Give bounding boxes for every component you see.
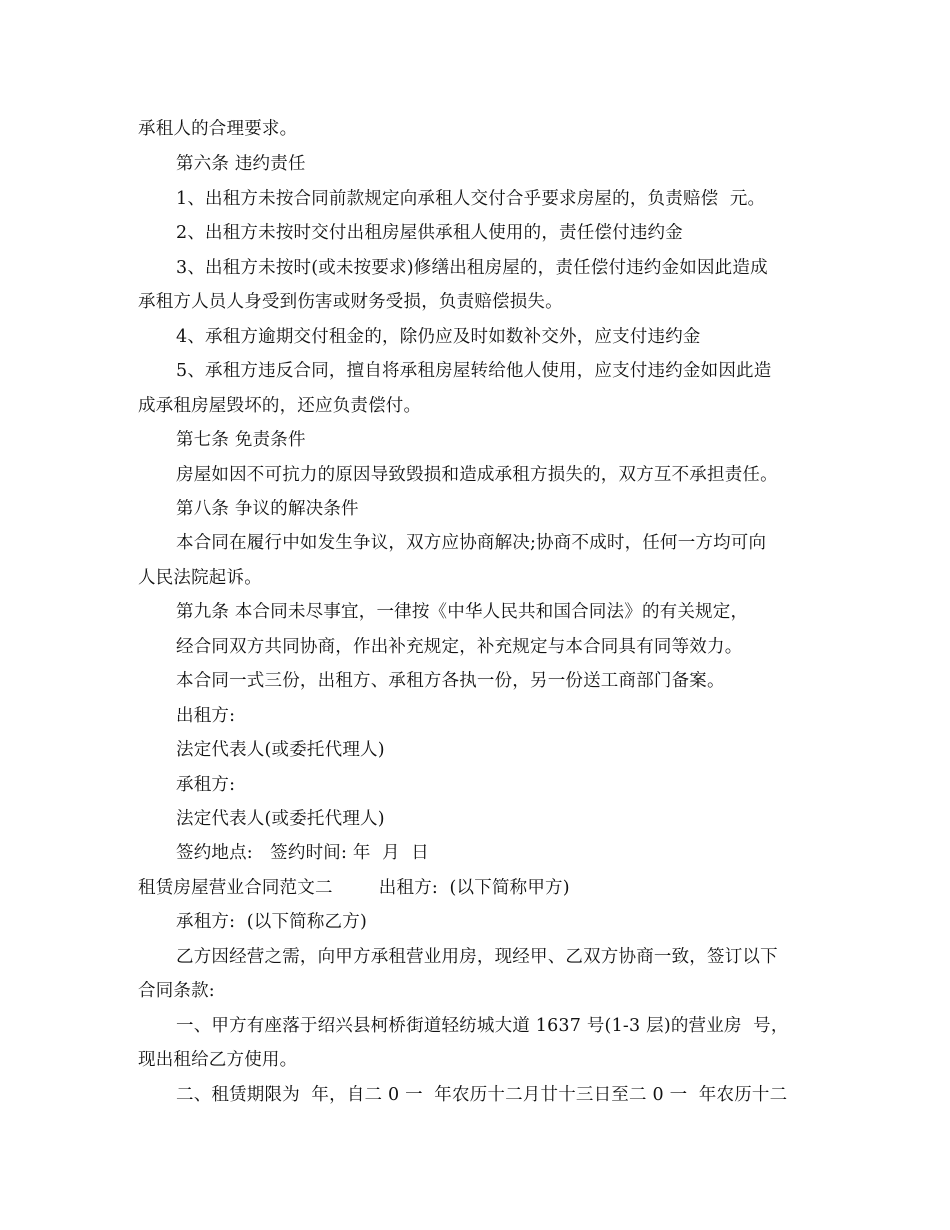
text-line: 乙方因经营之需，向甲方承租营业用房，现经甲、乙双方协商一致，签订以下	[176, 947, 778, 967]
text-line: 一、甲方有座落于绍兴县柯桥街道轻纺城大道 1637 号(1-3 层)的营业房 号，	[176, 1016, 789, 1036]
text-line: 第九条 本合同未尽事宜，一律按《中华人民共和国合同法》的有关规定，	[176, 602, 749, 622]
text-line: 1、出租方未按合同前款规定向承租人交付合乎要求房屋的，负责赔偿 元。	[176, 189, 766, 209]
text-line: 承租方人员人身受到伤害或财务受损，负责赔偿损失。	[138, 292, 563, 312]
article-heading: 第七条 免责条件	[176, 430, 306, 450]
signature-date-line: 签约地点: 签约时间: 年 月 日	[176, 843, 429, 863]
text-line: 现出租给乙方使用。	[138, 1050, 298, 1070]
text-line: 2、出租方未按时交付出租房屋供承租人使用的，责任偿付违约金	[176, 223, 683, 243]
text-line: 人民法院起诉。	[138, 568, 262, 588]
text-line: 房屋如因不可抗力的原因导致毁损和造成承租方损失的，双方互不承担责任。	[176, 465, 778, 485]
text-line: 4、承租方逾期交付租金的，除仍应及时如数补交外，应支付违约金	[176, 327, 701, 347]
article-heading: 第八条 争议的解决条件	[176, 499, 359, 519]
signature-label: 承租方:	[176, 775, 236, 795]
signature-label: 法定代表人(或委托代理人)	[176, 809, 385, 829]
signature-label: 出租方:	[176, 706, 236, 726]
text-line: 成承租房屋毁坏的，还应负责偿付。	[138, 396, 422, 416]
text-line: 3、出租方未按时(或未按要求)修缮出租房屋的，责任偿付违约金如因此造成	[176, 258, 768, 278]
text-line: 合同条款:	[138, 981, 215, 1001]
text-line: 本合同一式三份，出租方、承租方各执一份，另一份送工商部门备案。	[176, 671, 725, 691]
section-title: 租赁房屋营业合同范文二 出租方: (以下简称甲方)	[138, 878, 570, 898]
signature-label: 法定代表人(或委托代理人)	[176, 740, 385, 760]
article-heading: 第六条 违约责任	[176, 154, 306, 174]
text-line: 经合同双方共同协商，作出补充规定，补充规定与本合同具有同等效力。	[176, 637, 743, 657]
text-line: 二、租赁期限为 年，自二 0 一 年农历十二月廿十三日至二 0 一 年农历十二	[176, 1085, 788, 1105]
text-line: 承租方: (以下简称乙方)	[176, 912, 367, 932]
text-line: 承租人的合理要求。	[138, 119, 298, 139]
text-line: 本合同在履行中如发生争议，双方应协商解决;协商不成时，任何一方均可向	[176, 533, 767, 553]
text-line: 5、承租方违反合同，擅自将承租房屋转给他人使用，应支付违约金如因此造	[176, 361, 772, 381]
